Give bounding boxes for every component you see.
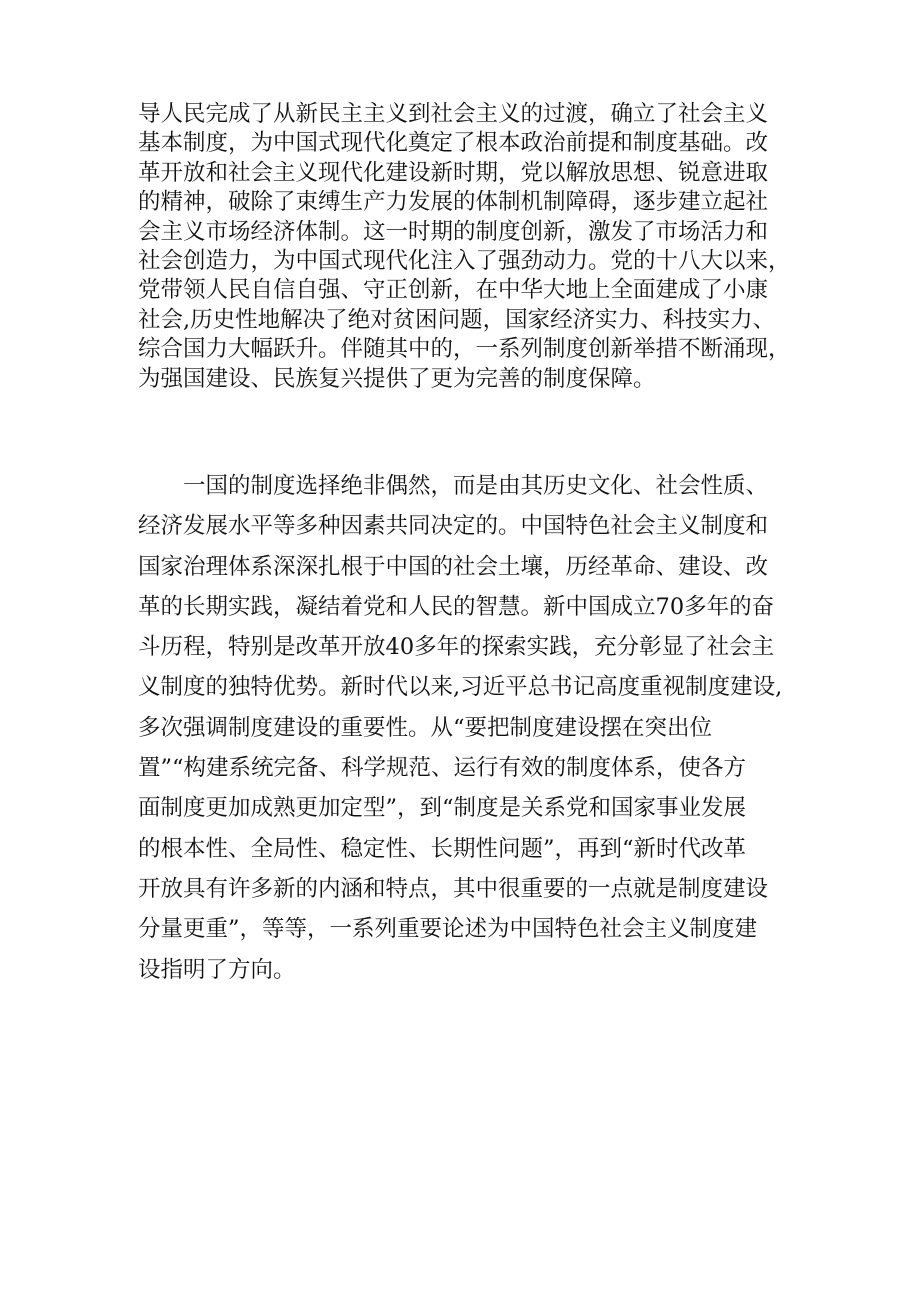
paragraph-2-line: 国家治理体系深深扎根于中国的社会土壤，历经革命、建设、改 (138, 553, 769, 580)
paragraph-2 (138, 466, 798, 990)
paragraph-1-line: 综合国力大幅跃升。伴随其中的，一系列制度创新举措不断涌现， (138, 336, 791, 363)
paragraph-1-line: 社会创造力，为中国式现代化注入了强劲动力。党的十八大以来， (138, 247, 791, 274)
paragraph-1-line: 为强国建设、民族复兴提供了更为完善的制度保障。 (138, 365, 656, 392)
paragraph-2-line: 设指明了方向。 (138, 956, 296, 983)
paragraph-2-line: 多次强调制度建设的重要性。从“要把制度建设摆在突出位 (138, 714, 713, 741)
paragraph-2-line: 分量更重”，等等，一系列重要论述为中国特色社会主义制度建 (138, 916, 758, 943)
paragraph-2-line: 的根本性、全局性、稳定性、长期性问题”，再到“新时代改革 (138, 835, 747, 862)
paragraph-1-line: 社会,历史性地解决了绝对贫困问题，国家经济实力、科技实力、 (138, 306, 776, 333)
paragraph-2-line: 义制度的独特优势。新时代以来,习近平总书记高度重视制度建设, (138, 674, 783, 701)
paragraph-1-line: 的精神，破除了束缚生产力发展的体制机制障碍，逐步建立起社 (138, 189, 769, 216)
paragraph-2-line: 开放具有许多新的内涵和特点，其中很重要的一点就是制度建设 (138, 875, 769, 902)
paragraph-2-line: 置”“构建系统完备、科学规范、运行有效的制度体系，使各方 (138, 755, 747, 782)
paragraph-1-line: 基本制度，为中国式现代化奠定了根本政治前提和制度基础。改 (138, 130, 769, 157)
paragraph-2-line: 一国的制度选择绝非偶然，而是由其历史文化、社会性质、 (138, 473, 769, 499)
paragraph-1-line: 党带领人民自信自强、守正创新，在中华大地上全面建成了小康 (138, 277, 769, 304)
paragraph-2-line: 斗历程，特别是改革开放40多年的探索实践，充分彰显了社会主 (138, 634, 775, 661)
paragraph-2-line: 革的长期实践，凝结着党和人民的智慧。新中国成立70多年的奋 (138, 593, 775, 620)
paragraph-1 (138, 100, 798, 394)
paragraph-2-line: 面制度更加成熟更加定型”，到“制度是关系党和国家事业发展 (138, 795, 747, 822)
paragraph-1-line: 革开放和社会主义现代化建设新时期，党以解放思想、锐意进取 (138, 159, 769, 186)
paragraph-1-line: 会主义市场经济体制。这一时期的制度创新，激发了市场活力和 (138, 218, 769, 245)
paragraph-1-line: 导人民完成了从新民主主义到社会主义的过渡，确立了社会主义 (138, 101, 769, 127)
paragraph-2-line: 经济发展水平等多种因素共同决定的。中国特色社会主义制度和 (138, 513, 769, 540)
